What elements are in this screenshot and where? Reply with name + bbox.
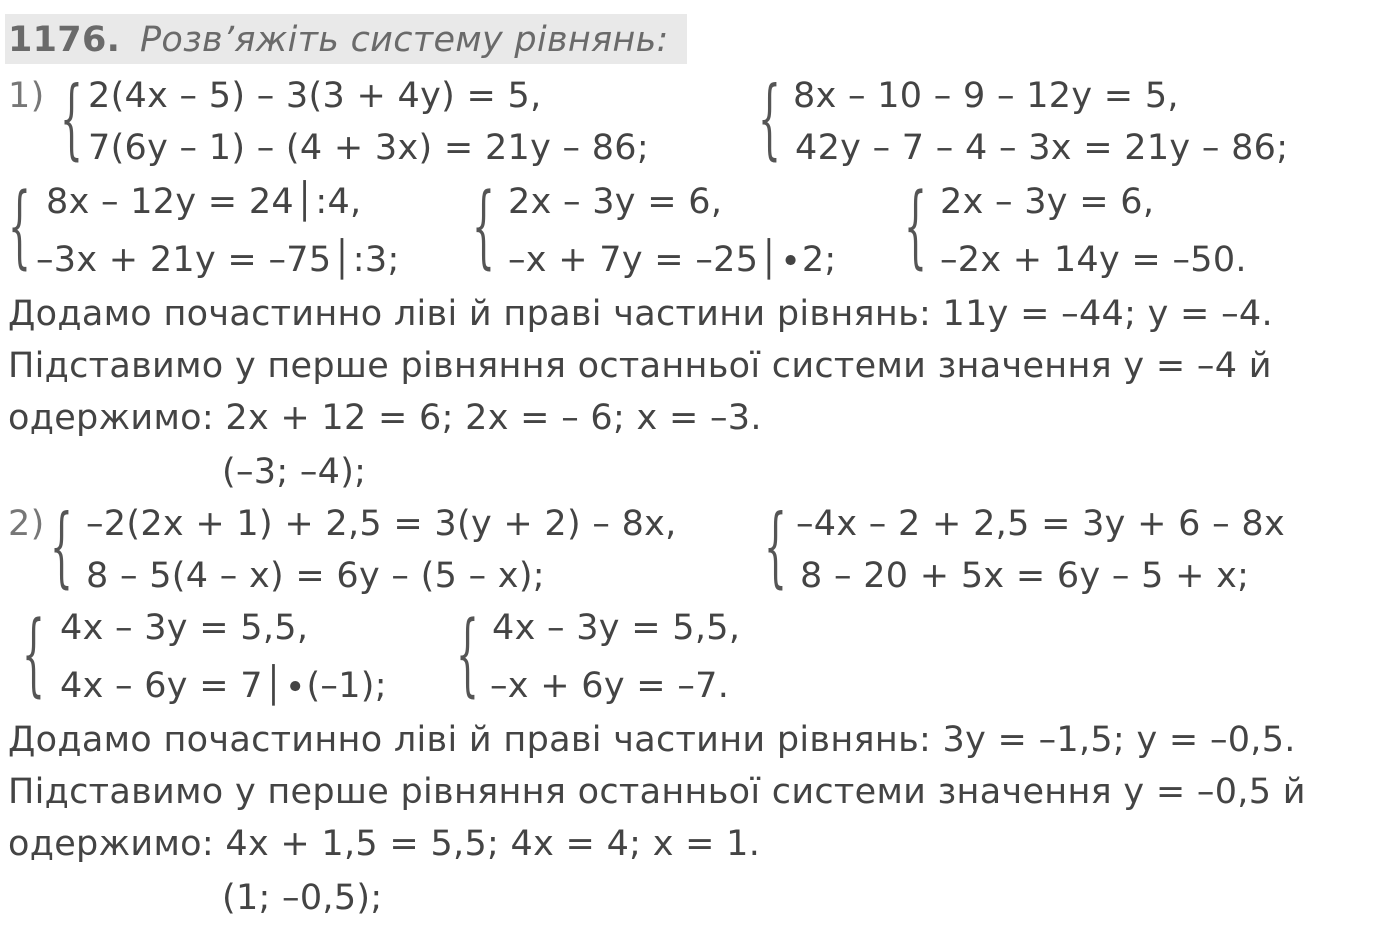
- part1-answer: (–3; –4);: [222, 452, 367, 492]
- part2-sys2-eq2: 8 – 20 + 5x = 6y – 5 + x;: [800, 556, 1250, 596]
- part2-text-line2: Підставимо у перше рівняння останньої системи значення y = –0,5 й: [8, 772, 1306, 812]
- part1-sys4-eq2: –x + 7y = –25│∙2;: [508, 240, 837, 280]
- part2-sys3-eq2: 4x – 6y = 7│∙(–1);: [60, 666, 387, 706]
- part1-text-line2: Підставимо у перше рівняння останньої системи значення y = –4 й: [8, 346, 1272, 386]
- part2-sys4-brace: {: [456, 602, 479, 708]
- part1-sys2-eq1: 8x – 10 – 9 – 12y = 5,: [793, 76, 1179, 116]
- part2-sys1-eq1: –2(2x + 1) + 2,5 = 3(y + 2) – 8x,: [86, 504, 677, 544]
- part2-sys4-eq1: 4x – 3y = 5,5,: [492, 608, 741, 648]
- problem-title: Розв’яжіть систему рівнянь:: [140, 20, 669, 60]
- problem-number: 1176.: [8, 20, 121, 60]
- part1-sys3-eq1: 8x – 12y = 24│:4,: [46, 182, 362, 222]
- part2-sys2-eq1: –4x – 2 + 2,5 = 3y + 6 – 8x: [796, 504, 1285, 544]
- part1-text-line3: одержимо: 2x + 12 = 6; 2x = – 6; x = –3.: [8, 398, 762, 438]
- part1-sys5-eq1: 2x – 3y = 6,: [940, 182, 1155, 222]
- part1-label: 1): [8, 76, 45, 116]
- part1-sys5-brace: {: [904, 174, 927, 280]
- part1-text-line1: Додамо почастинно ліві й праві частини рівнянь: 11y = –44; y = –4.: [8, 294, 1273, 334]
- part2-sys3-brace: {: [22, 602, 45, 708]
- part2-answer: (1; –0,5);: [222, 878, 383, 918]
- part2-text-line3: одержимо: 4x + 1,5 = 5,5; 4x = 4; x = 1.: [8, 824, 761, 864]
- part2-sys3-eq1: 4x – 3y = 5,5,: [60, 608, 309, 648]
- part1-sys1-eq1: 2(4x – 5) – 3(3 + 4y) = 5,: [88, 76, 542, 116]
- part2-sys2-brace: {: [764, 496, 787, 599]
- part1-sys3-eq2: –3x + 21y = –75│:3;: [36, 240, 400, 280]
- part1-sys3-brace: {: [8, 174, 31, 280]
- part2-sys1-brace: {: [50, 496, 73, 599]
- part1-sys5-eq2: –2x + 14y = –50.: [940, 240, 1247, 280]
- part1-sys2-eq2: 42y – 7 – 4 – 3x = 21y – 86;: [795, 128, 1289, 168]
- part2-text-line1: Додамо почастинно ліві й праві частини рівнянь: 3y = –1,5; y = –0,5.: [8, 720, 1296, 760]
- part2-label: 2): [8, 504, 45, 544]
- part1-sys4-eq1: 2x – 3y = 6,: [508, 182, 723, 222]
- part1-sys1-eq2: 7(6y – 1) – (4 + 3x) = 21y – 86;: [88, 128, 649, 168]
- part1-sys4-brace: {: [472, 174, 495, 280]
- part2-sys4-eq2: –x + 6y = –7.: [490, 666, 730, 706]
- part2-sys1-eq2: 8 – 5(4 – x) = 6y – (5 – x);: [86, 556, 545, 596]
- part1-sys1-brace: {: [60, 68, 83, 171]
- part1-sys2-brace: {: [758, 68, 781, 171]
